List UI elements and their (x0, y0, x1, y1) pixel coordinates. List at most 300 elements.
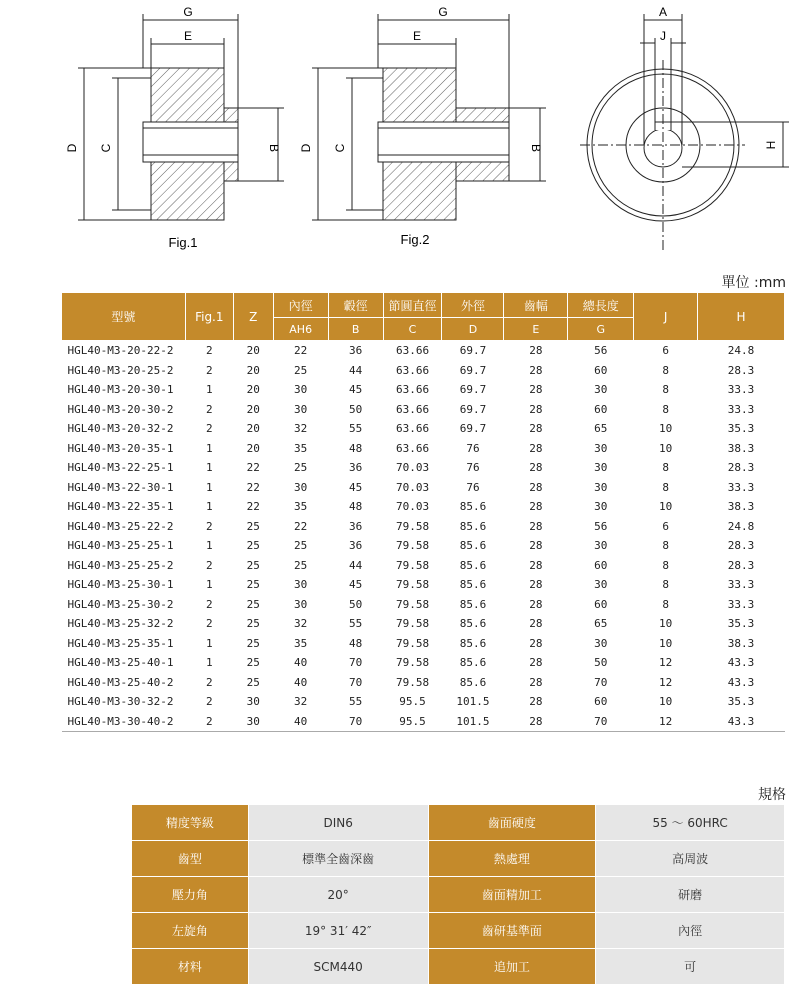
header-ah6: AH6 (273, 318, 328, 341)
spec-key: 追加工 (428, 949, 596, 985)
table-cell: 76 (466, 461, 480, 475)
table-cell: 79.58 (395, 597, 430, 611)
table-cell: 35 (294, 441, 308, 455)
table-cell: 28 (529, 461, 543, 475)
table-cell: 22 (294, 344, 308, 358)
spec-row (132, 949, 785, 985)
table-cell: 2 (205, 363, 213, 377)
table-cell: 70 (568, 712, 634, 732)
table-cell: 28 (529, 539, 543, 553)
table-cell: 10 (659, 422, 673, 436)
table-cell: 33.3 (727, 402, 755, 416)
dim-a-label: A (658, 5, 668, 19)
header-d: D (442, 318, 504, 341)
table-cell: 30 (594, 480, 608, 494)
dimensions-table (61, 292, 785, 732)
table-cell: 8 (662, 402, 669, 416)
table-cell: 63.66 (395, 363, 430, 377)
table-cell: 85.6 (459, 617, 487, 631)
table-cell: 30 (594, 383, 608, 397)
table-row (62, 595, 785, 615)
table-cell: 40 (294, 675, 308, 689)
table-cell: 60 (594, 597, 608, 611)
table-cell: 85.6 (459, 636, 487, 650)
table-cell: 2 (205, 558, 213, 572)
dim-e-label-fig1: E (183, 29, 193, 43)
header-pitch-dia: 節圓直徑 (383, 293, 442, 318)
header-g: G (568, 318, 634, 341)
table-cell: 25 (246, 617, 260, 631)
table-cell: 45 (348, 480, 363, 494)
table-cell: 36 (348, 344, 363, 358)
table-body (62, 341, 785, 732)
table-cell: 25 (246, 636, 260, 650)
table-row (62, 692, 785, 712)
table-row (62, 556, 785, 576)
table-cell: 85.6 (459, 656, 487, 670)
table-cell: 10 (659, 695, 673, 709)
table-cell: 1 (205, 500, 213, 514)
model-cell: HGL40-M3-22-25-1 (67, 461, 174, 475)
spec-value: SCM440 (248, 949, 428, 985)
table-cell: 63.66 (395, 441, 430, 455)
table-cell: 2 (205, 597, 213, 611)
spec-row (132, 877, 785, 913)
model-cell: HGL40-M3-25-30-2 (67, 597, 174, 611)
technical-drawings (0, 0, 800, 265)
table-cell: 28.3 (727, 558, 755, 572)
header-e: E (504, 318, 568, 341)
table-cell: 25 (246, 558, 260, 572)
table-row (62, 458, 785, 478)
table-row (62, 517, 785, 537)
table-cell: 30 (294, 383, 308, 397)
model-cell: HGL40-M3-20-25-2 (67, 363, 174, 377)
dim-b-label-fig2: B (529, 143, 543, 153)
table-cell: 30 (294, 597, 308, 611)
spec-key: 齒研基準面 (428, 913, 596, 949)
table-cell: 44 (348, 558, 363, 572)
table-cell: 79.58 (395, 656, 430, 670)
dim-d-label-fig2: D (299, 143, 313, 153)
table-cell: 43.3 (727, 675, 755, 689)
spec-key: 壓力角 (132, 877, 249, 913)
model-cell: HGL40-M3-20-32-2 (67, 422, 174, 436)
table-cell: 28 (529, 558, 543, 572)
table-row (62, 419, 785, 439)
table-cell: 2 (205, 675, 213, 689)
table-cell: 79.58 (395, 558, 430, 572)
table-cell: 33.3 (727, 597, 755, 611)
table-cell: 25 (246, 597, 260, 611)
table-cell: 8 (662, 558, 669, 572)
table-cell: 30 (594, 578, 608, 592)
table-cell: 60 (594, 695, 608, 709)
table-cell: 32 (294, 617, 308, 631)
table-cell: 28 (529, 383, 543, 397)
dim-j-label: J (660, 29, 666, 43)
dim-c-label-fig2: C (333, 143, 347, 153)
table-cell: 70 (348, 675, 363, 689)
table-cell: 55 (348, 617, 363, 631)
model-cell: HGL40-M3-25-40-1 (67, 656, 174, 670)
table-cell: 44 (348, 363, 363, 377)
table-cell: 25 (294, 363, 308, 377)
table-cell: 70 (348, 656, 363, 670)
table-cell: 28 (529, 675, 543, 689)
table-cell: 28 (529, 617, 543, 631)
table-cell: 25 (294, 539, 308, 553)
dim-d-label-fig1: D (65, 143, 79, 153)
table-cell: 79.58 (395, 617, 430, 631)
table-cell: 69.7 (459, 363, 487, 377)
table-cell: 69.7 (459, 422, 487, 436)
table-cell: 8 (662, 578, 669, 592)
table-cell: 79.58 (395, 578, 430, 592)
spec-key: 熱處理 (428, 841, 596, 877)
table-cell: 2 (205, 519, 213, 533)
spec-title: 規格 (758, 787, 786, 803)
table-cell: 70.03 (395, 461, 430, 475)
end-view-drawing (580, 14, 789, 250)
table-cell: 1 (205, 656, 213, 670)
fig2-drawing (312, 14, 546, 220)
spec-value: 19° 31′ 42″ (248, 913, 428, 949)
table-cell: 69.7 (459, 344, 487, 358)
table-cell: 85.6 (459, 539, 487, 553)
model-cell: HGL40-M3-30-32-2 (67, 695, 174, 709)
table-cell: 24.8 (727, 344, 755, 358)
table-cell: 30 (294, 480, 308, 494)
table-cell: 28 (529, 578, 543, 592)
model-cell: HGL40-M3-20-22-2 (67, 344, 174, 358)
spec-key: 齒型 (132, 841, 249, 877)
table-cell: 85.6 (459, 558, 487, 572)
table-cell: 35 (294, 500, 308, 514)
table-cell: 2 (205, 617, 213, 631)
spec-key: 齒面硬度 (428, 805, 596, 841)
table-cell: 56 (594, 519, 608, 533)
table-cell: 63.66 (395, 422, 430, 436)
fig1-drawing (78, 14, 284, 220)
dim-c-label-fig1: C (99, 143, 113, 153)
table-cell: 36 (348, 461, 363, 475)
dim-e-label-fig2: E (412, 29, 422, 43)
spec-value: 可 (596, 949, 785, 985)
table-cell: 28 (529, 363, 543, 377)
table-cell: 6 (662, 519, 669, 533)
model-cell: HGL40-M3-25-35-1 (67, 636, 174, 650)
table-cell: 10 (659, 441, 673, 455)
table-cell: 76 (466, 441, 480, 455)
table-cell: 28.3 (727, 461, 755, 475)
table-cell: 85.6 (459, 675, 487, 689)
table-cell: 1 (205, 441, 213, 455)
table-row (62, 673, 785, 693)
spec-row (132, 841, 785, 877)
table-cell: 65 (594, 617, 608, 631)
table-cell: 55 (348, 422, 363, 436)
table-cell: 65 (594, 422, 608, 436)
table-row (62, 614, 785, 634)
dim-g-label-fig2: G (438, 5, 448, 19)
model-cell: HGL40-M3-25-25-1 (67, 539, 174, 553)
spec-row (132, 805, 785, 841)
table-cell: 30 (594, 636, 608, 650)
spec-value: 內徑 (596, 913, 785, 949)
dim-h-label: H (764, 140, 778, 150)
model-cell: HGL40-M3-25-32-2 (67, 617, 174, 631)
table-row (62, 361, 785, 381)
table-cell: 36 (348, 539, 363, 553)
table-cell: 30 (233, 712, 273, 732)
table-cell: 33.3 (727, 480, 755, 494)
table-cell: 30 (594, 539, 608, 553)
header-model: 型號 (62, 293, 186, 341)
dim-g-label-fig1: G (183, 5, 193, 19)
table-cell: 28 (529, 422, 543, 436)
table-cell: 25 (294, 558, 308, 572)
spec-key: 齒面精加工 (428, 877, 596, 913)
table-cell: 70 (594, 675, 608, 689)
table-cell: 12 (659, 675, 673, 689)
table-cell: 1 (205, 383, 213, 397)
spec-value: 高周波 (596, 841, 785, 877)
table-cell: 10 (659, 617, 673, 631)
table-cell: 38.3 (727, 500, 755, 514)
table-cell: 48 (348, 500, 363, 514)
table-cell: 2 (205, 695, 213, 709)
table-cell: 40 (294, 656, 308, 670)
table-cell: 25 (246, 519, 260, 533)
spec-value: 55 ～ 60HRC (596, 805, 785, 841)
table-cell: 28 (529, 441, 543, 455)
table-cell: 2 (205, 344, 213, 358)
model-cell: HGL40-M3-22-30-1 (67, 480, 174, 494)
table-cell: 28 (529, 500, 543, 514)
table-cell: 35.3 (727, 695, 755, 709)
table-cell: 25 (246, 578, 260, 592)
table-cell: 28 (529, 402, 543, 416)
table-cell: 79.58 (395, 675, 430, 689)
table-cell: 38.3 (727, 636, 755, 650)
header-j: J (634, 293, 698, 341)
table-cell: 8 (662, 383, 669, 397)
table-cell: 24.8 (727, 519, 755, 533)
model-cell: HGL40-M3-20-30-1 (67, 383, 174, 397)
header-fig: Fig.1 (185, 293, 233, 341)
table-cell: 20 (246, 422, 260, 436)
table-cell: 50 (348, 402, 363, 416)
model-cell: HGL40-M3-25-22-2 (67, 519, 174, 533)
table-row (62, 575, 785, 595)
table-cell: 60 (594, 558, 608, 572)
table-cell: 8 (662, 539, 669, 553)
table-cell: 30 (594, 461, 608, 475)
spec-value: 20° (248, 877, 428, 913)
header-face-width: 齒幅 (504, 293, 568, 318)
table-cell: 12 (659, 656, 673, 670)
table-cell: 2 (185, 712, 233, 732)
model-cell: HGL40-M3-22-35-1 (67, 500, 174, 514)
table-cell: 30 (594, 500, 608, 514)
table-cell: 22 (246, 500, 260, 514)
table-cell: 20 (246, 441, 260, 455)
table-cell: 8 (662, 461, 669, 475)
spec-value: 研磨 (596, 877, 785, 913)
table-cell: 1 (205, 539, 213, 553)
table-row (62, 439, 785, 459)
table-row (62, 478, 785, 498)
model-cell: HGL40-M3-20-30-2 (67, 402, 174, 416)
table-cell: 95.5 (383, 712, 442, 732)
table-cell: 28.3 (727, 539, 755, 553)
table-cell: 25 (294, 461, 308, 475)
table-cell: 60 (594, 363, 608, 377)
header-hub-dia: 轂徑 (328, 293, 383, 318)
table-cell: 8 (662, 480, 669, 494)
model-cell: HGL40-M3-20-35-1 (67, 441, 174, 455)
table-cell: 32 (294, 422, 308, 436)
table-cell: 35.3 (727, 617, 755, 631)
spec-key: 材料 (132, 949, 249, 985)
table-cell: 45 (348, 578, 363, 592)
table-cell: 38.3 (727, 441, 755, 455)
table-cell: 20 (246, 383, 260, 397)
table-cell: 85.6 (459, 578, 487, 592)
table-cell: 1 (205, 480, 213, 494)
table-cell: 8 (662, 597, 669, 611)
table-cell: 20 (246, 344, 260, 358)
table-cell: 70 (328, 712, 383, 732)
table-cell: 10 (659, 500, 673, 514)
model-cell: HGL40-M3-25-40-2 (67, 675, 174, 689)
properties-body (132, 805, 785, 985)
table-cell: 10 (659, 636, 673, 650)
table-cell: 28 (529, 519, 543, 533)
dim-b-label-fig1: B (267, 143, 281, 153)
table-cell: 22 (246, 461, 260, 475)
table-cell: 1 (205, 461, 213, 475)
table-cell: 48 (348, 441, 363, 455)
table-row (62, 536, 785, 556)
table-cell: 63.66 (395, 344, 430, 358)
table-cell: 43.3 (727, 656, 755, 670)
table-cell: 79.58 (395, 539, 430, 553)
table-cell: 85.6 (459, 519, 487, 533)
table-cell: 63.66 (395, 402, 430, 416)
table-row (62, 712, 785, 732)
table-cell: 30 (246, 695, 260, 709)
table-cell: 25 (246, 675, 260, 689)
table-cell: 28 (529, 656, 543, 670)
model-cell: HGL40-M3-30-40-2 (62, 712, 186, 732)
table-cell: 25 (246, 539, 260, 553)
header-bore: 內徑 (273, 293, 328, 318)
table-cell: 30 (594, 441, 608, 455)
table-cell: 101.5 (442, 712, 504, 732)
table-cell: 43.3 (698, 712, 785, 732)
table-cell: 85.6 (459, 500, 487, 514)
table-cell: 69.7 (459, 383, 487, 397)
table-cell: 36 (348, 519, 363, 533)
table-cell: 28 (529, 636, 543, 650)
table-cell: 48 (348, 636, 363, 650)
table-cell: 1 (205, 636, 213, 650)
table-cell: 8 (662, 363, 669, 377)
table-cell: 79.58 (395, 519, 430, 533)
model-cell: HGL40-M3-25-25-2 (67, 558, 174, 572)
table-cell: 12 (634, 712, 698, 732)
table-cell: 76 (466, 480, 480, 494)
table-row (62, 380, 785, 400)
table-row (62, 653, 785, 673)
spec-value: 標準全齒深齒 (248, 841, 428, 877)
table-row (62, 497, 785, 517)
spec-key: 精度等級 (132, 805, 249, 841)
table-cell: 28 (529, 597, 543, 611)
table-cell: 6 (662, 344, 669, 358)
table-cell: 70.03 (395, 500, 430, 514)
table-cell: 28 (529, 344, 543, 358)
table-cell: 2 (205, 402, 213, 416)
table-cell: 56 (594, 344, 608, 358)
table-cell: 20 (246, 402, 260, 416)
table-cell: 70.03 (395, 480, 430, 494)
table-cell: 55 (348, 695, 363, 709)
header-h: H (698, 293, 785, 341)
table-cell: 33.3 (727, 578, 755, 592)
table-cell: 32 (294, 695, 308, 709)
table-row (62, 634, 785, 654)
table-cell: 28 (504, 712, 568, 732)
table-row (62, 341, 785, 361)
table-cell: 20 (246, 363, 260, 377)
table-cell: 25 (246, 656, 260, 670)
model-cell: HGL40-M3-25-30-1 (67, 578, 174, 592)
header-c: C (383, 318, 442, 341)
table-cell: 69.7 (459, 402, 487, 416)
table-cell: 30 (294, 402, 308, 416)
header-outer-dia: 外徑 (442, 293, 504, 318)
table-cell: 50 (348, 597, 363, 611)
table-cell: 28 (529, 480, 543, 494)
table-cell: 85.6 (459, 597, 487, 611)
fig2-label: Fig.2 (400, 232, 430, 247)
table-cell: 101.5 (456, 695, 490, 709)
table-cell: 28.3 (727, 363, 755, 377)
header-b: B (328, 318, 383, 341)
table-cell: 35.3 (727, 422, 755, 436)
table-cell: 1 (205, 578, 213, 592)
table-cell: 35 (294, 636, 308, 650)
table-cell: 50 (594, 656, 608, 670)
table-cell: 30 (294, 578, 308, 592)
table-cell: 63.66 (395, 383, 430, 397)
table-cell: 28 (529, 695, 543, 709)
header-z: Z (233, 293, 273, 341)
fig1-label: Fig.1 (168, 235, 198, 250)
header-total-length: 總長度 (568, 293, 634, 318)
table-cell: 22 (294, 519, 308, 533)
table-cell: 79.58 (395, 636, 430, 650)
table-cell: 60 (594, 402, 608, 416)
spec-row (132, 913, 785, 949)
table-cell: 40 (273, 712, 328, 732)
table-row (62, 400, 785, 420)
spec-key: 左旋角 (132, 913, 249, 949)
table-cell: 22 (246, 480, 260, 494)
